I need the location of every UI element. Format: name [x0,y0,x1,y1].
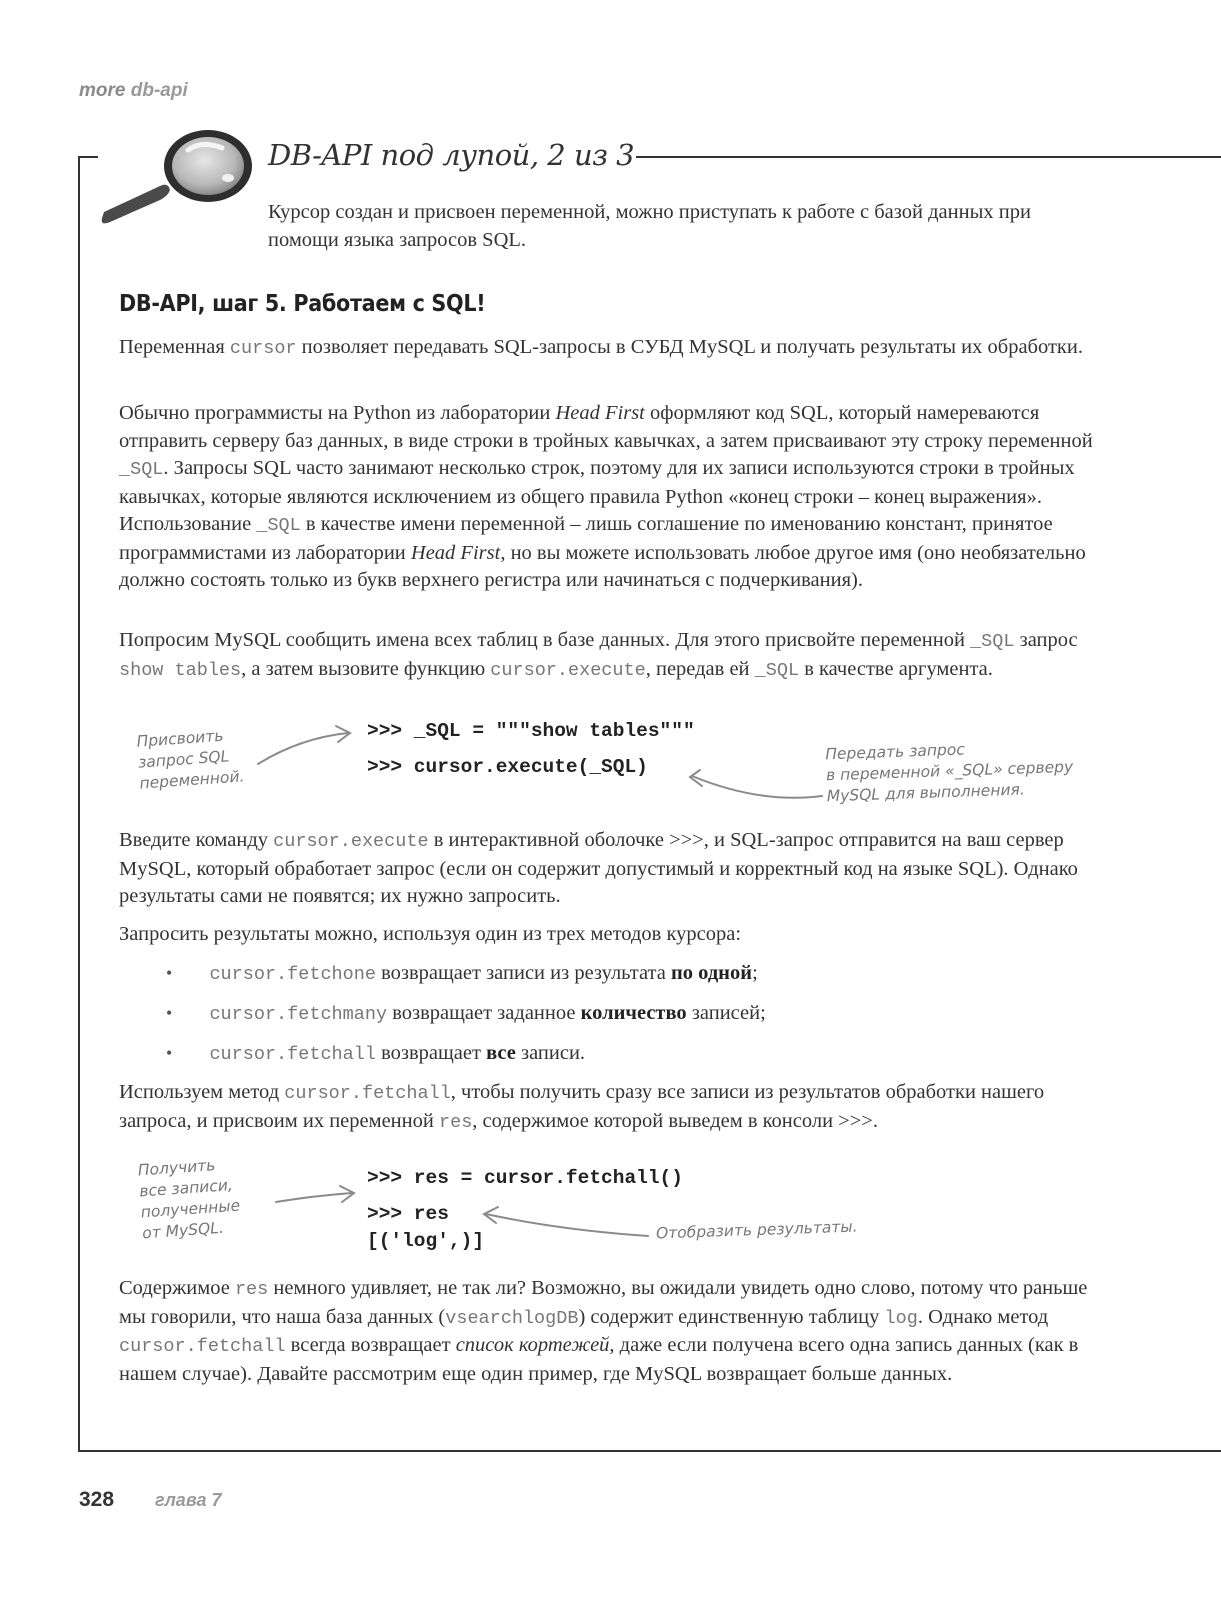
text: Переменная [119,336,230,358]
annotation-show-results: Отобразить результаты. [655,1217,858,1243]
code-line-res: >>> res [367,1203,449,1225]
running-head-more: more [79,80,126,101]
emphasis: Head First [555,402,645,424]
text: , даже если получена всего одна запись данных (как в нашем случае). Давайте рассмотрим еще один пример, где MySQL возвращает больше данных. [119,1334,1079,1385]
text: запрос [1014,629,1078,651]
box-intro: Курсор создан и присвоен переменной, можно приступать к работе с базой данных при помощи языка запросов SQL. [268,201,1031,251]
arrow-res-icon [486,1214,648,1236]
code-output: [('log',)] [367,1230,485,1252]
text: Введите команду [119,829,274,851]
bullet-dot-icon: • [166,1003,173,1023]
text: возвращает [375,1042,487,1064]
text: оформляют код SQL, который намереваются отправить серверу баз данных, в виде строки в тройных кавычках, а затем присваивают эту строку переменной [119,402,1093,452]
arrow-assign-icon [258,733,348,764]
inline-code: _SQL [970,631,1015,652]
text: ) содержит единственную таблицу [578,1305,885,1328]
text: всегда возвращает [285,1334,456,1356]
bullet-dot-icon: • [166,963,173,983]
inline-code: log [884,1307,918,1329]
text: позволяет передавать SQL-запросы в СУБД MySQL и получать результаты их обработки. [296,336,1083,358]
inline-code: cursor.fetchall [284,1083,451,1104]
arrow-execute-icon [692,776,822,798]
inline-code: show tables [119,659,242,681]
bold-text: количество [580,1002,687,1024]
inline-code: vsearchlogDB [445,1307,579,1329]
inline-code: cursor.execute [490,659,646,681]
text: , чтобы получить сразу все записи из результатов обработки нашего запроса, и присвоим их переменной [119,1081,1045,1132]
bold-text: все [486,1042,516,1064]
code-line-fetchall: >>> res = cursor.fetchall() [367,1167,683,1189]
text: , содержимое которой выведем в консоли >>>. [472,1109,878,1132]
text: Попросим MySQL сообщить имена всех таблиц в базе данных. Для этого присвойте переменной [119,629,971,651]
text: возвращает заданное [387,1002,581,1024]
inline-code: cursor.fetchone [209,964,376,985]
inline-code: cursor.execute [273,831,429,852]
text: ; [752,962,758,984]
text: Содержимое [119,1277,235,1299]
inline-code: _SQL [119,459,164,480]
text: . Однако метод [917,1305,1049,1328]
text: немного удивляет, не так ли? Возможно, вы ожидали увидеть одно слово, потому что раньше мы говорили, что наша база данных ( [119,1277,1088,1328]
text: , а затем вызовите функцию [241,657,491,680]
bold-text: по одной [670,962,753,984]
emphasis: Head First [410,541,501,564]
inline-code: cursor.fetchall [209,1044,376,1065]
text: Обычно программисты на Python из лаборатории [119,402,556,424]
paragraph-5: Запросить результаты можно, используя один из трех методов курсора: [119,923,742,945]
text: записей; [686,1002,766,1024]
annotation-get-records: Получить все записи, полученные от MySQL. [137,1156,241,1243]
running-head-topic: db-api [130,80,188,101]
annotation-assign-query: Присвоить запрос SQL переменной. [136,726,245,793]
text: в качестве аргумента. [799,657,993,680]
chapter-label: глава 7 [155,1490,222,1510]
text: записи. [515,1042,586,1064]
page-number: 328 [79,1488,115,1511]
text: в качестве имени переменной – лишь соглашение по именованию констант, принятое программистами из лаборатории [119,513,1053,564]
text: , но вы можете использовать любое другое имя (оно необязательно должно состоять только из букв верхнего регистра или начинаться с подчеркивания). [119,541,1086,591]
inline-code: res [234,1279,269,1300]
inline-code: res [438,1111,473,1133]
code-line-sql-assign: >>> _SQL = """show tables""" [367,720,695,742]
bullet-dot-icon: • [166,1043,173,1063]
text: в интерактивной оболочке >>>, и SQL-запрос отправится на ваш сервер MySQL, который обработает запрос (если он содержит допустимый и корректный код на языке SQL). Однако результаты сами не появятся; их нужно запросить. [119,829,1078,907]
text: возвращает записи из результата [375,962,671,984]
text: . Запросы SQL часто занимают несколько строк, поэтому для их записи используются строки в тройных кавычках, которые являются исключением из общего правила Python «конец строки – конец выражения». Использование [119,457,1075,535]
inline-code: cursor [229,338,297,359]
inline-code: _SQL [754,659,800,681]
inline-code: cursor.fetchmany [209,1004,388,1025]
box-title: DB-API под лупой, 2 из 3 [268,138,635,172]
inline-code: cursor.fetchall [119,1336,286,1357]
inline-code: _SQL [256,515,301,536]
arrow-fetchall-icon [276,1193,352,1202]
emphasis: список кортежей [455,1334,610,1356]
text: Используем метод [119,1081,285,1103]
annotation-send-query: Передать запрос в переменной «_SQL» серверу MySQL для выполнения. [825,740,1074,806]
code-line-cursor-execute: >>> cursor.execute(_SQL) [367,756,648,778]
text: , передав ей [645,657,755,680]
section-subheading: DB-API, шаг 5. Работаем с SQL! [119,291,486,317]
